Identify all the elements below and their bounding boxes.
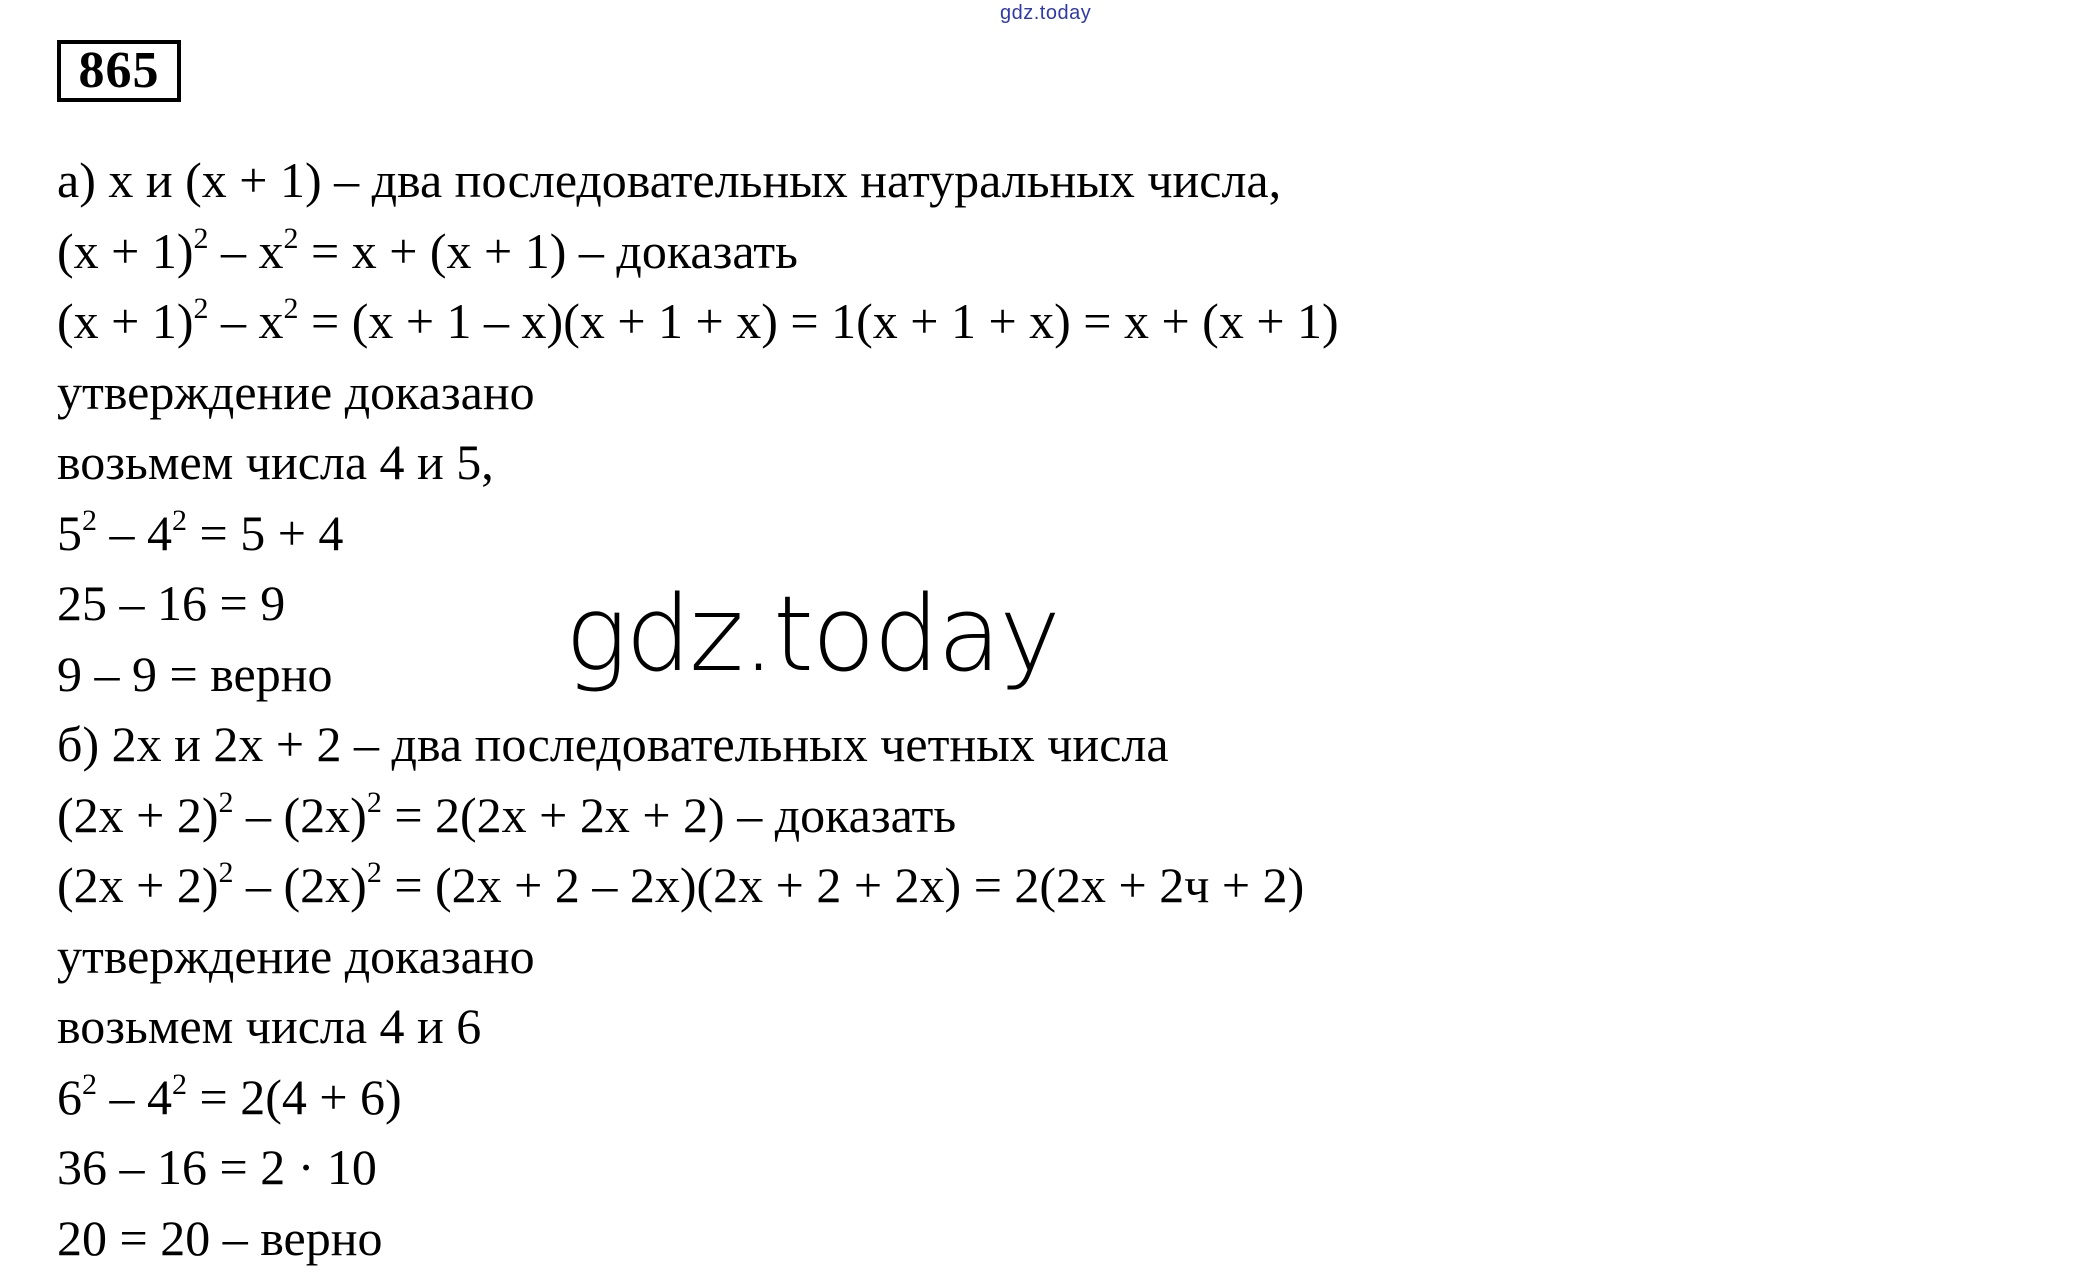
line-text: утверждение доказано: [57, 364, 535, 420]
superscript-exponent: 2: [219, 786, 234, 819]
line-text: возьмем числа 4 и 5,: [57, 434, 494, 490]
line-text: – 4: [97, 505, 172, 561]
solution-line: [57, 498, 1339, 569]
line-text: = 5 + 4: [187, 505, 343, 561]
line-text: – 4: [97, 1069, 172, 1125]
superscript-exponent: 2: [284, 222, 299, 255]
line-text: возьмем числа 4 и 6: [57, 998, 481, 1054]
superscript-exponent: 2: [367, 786, 382, 819]
line-text: (x + 1): [57, 223, 194, 279]
problem-number: 865: [57, 40, 181, 102]
solution-line: [57, 780, 1339, 851]
line-text: (x + 1): [57, 293, 194, 349]
superscript-exponent: 2: [82, 1068, 97, 1101]
line-text: 5: [57, 505, 82, 561]
solution-line: [57, 1203, 1339, 1273]
solution-line: [57, 145, 1339, 216]
line-text: утверждение доказано: [57, 928, 535, 984]
line-text: а) x и (x + 1) – два последовательных натуральных числа,: [57, 152, 1281, 208]
solution-line: [57, 1132, 1339, 1203]
solution-text: [57, 145, 1339, 1273]
line-text: – (2x): [234, 857, 367, 913]
superscript-exponent: 2: [172, 1068, 187, 1101]
line-text: 20 = 20 – верно: [57, 1210, 382, 1266]
line-text: – (2x): [234, 787, 367, 843]
line-text: б) 2x и 2x + 2 – два последовательных четных числа: [57, 716, 1169, 772]
solution-line: [57, 850, 1339, 921]
solution-line: [57, 427, 1339, 498]
line-text: = 2(4 + 6): [187, 1069, 402, 1125]
line-text: 36 – 16 = 2 · 10: [57, 1139, 377, 1195]
line-text: (2x + 2): [57, 787, 219, 843]
superscript-exponent: 2: [82, 504, 97, 537]
solution-line: [57, 216, 1339, 287]
superscript-exponent: 2: [284, 292, 299, 325]
line-text: = x + (x + 1) – доказать: [299, 223, 798, 279]
top-watermark: gdz.today: [1000, 2, 1091, 25]
superscript-exponent: 2: [367, 856, 382, 889]
line-text: 6: [57, 1069, 82, 1125]
line-text: – x: [209, 223, 284, 279]
solution-line: [57, 991, 1339, 1062]
line-text: = (x + 1 – x)(x + 1 + x) = 1(x + 1 + x) = x + (x + 1): [299, 293, 1339, 349]
line-text: 25 – 16 = 9: [57, 575, 285, 631]
solution-line: [57, 1062, 1339, 1133]
line-text: = 2(2x + 2x + 2) – доказать: [382, 787, 956, 843]
solution-line: [57, 709, 1339, 780]
superscript-exponent: 2: [194, 292, 209, 325]
line-text: – x: [209, 293, 284, 349]
solution-line: [57, 357, 1339, 428]
solution-line: [57, 286, 1339, 357]
superscript-exponent: 2: [219, 856, 234, 889]
center-watermark: gdz.today: [565, 582, 1059, 686]
solution-line: [57, 921, 1339, 992]
line-text: = (2x + 2 – 2x)(2x + 2 + 2x) = 2(2x + 2ч + 2): [382, 857, 1304, 913]
line-text: 9 – 9 = верно: [57, 646, 332, 702]
superscript-exponent: 2: [172, 504, 187, 537]
line-text: (2x + 2): [57, 857, 219, 913]
superscript-exponent: 2: [194, 222, 209, 255]
